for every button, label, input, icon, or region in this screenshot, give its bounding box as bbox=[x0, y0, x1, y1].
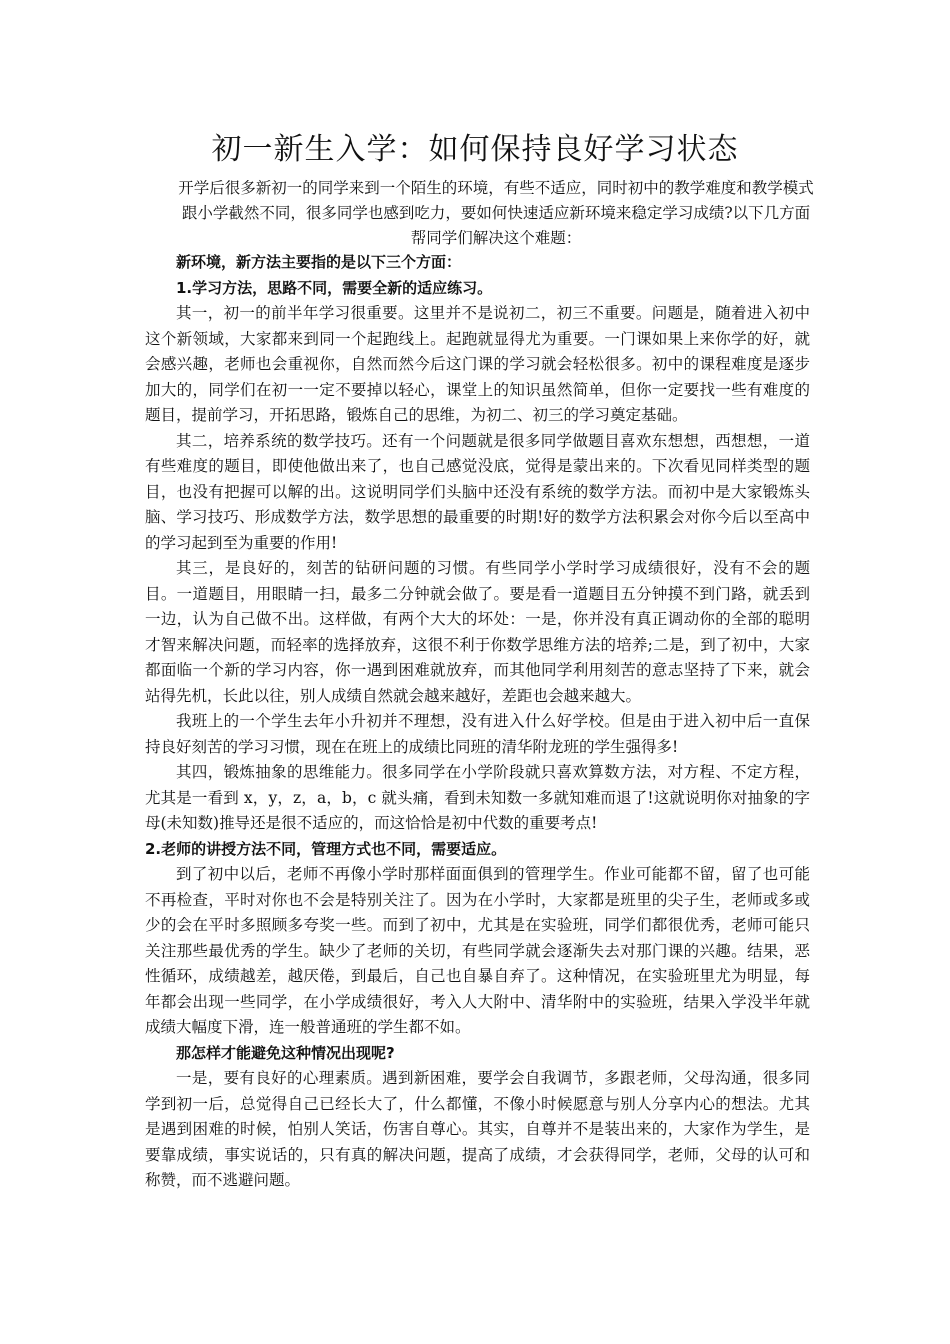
paragraph-answer-1: 一是，要有良好的心理素质。遇到新困难，要学会自我调节，多跟老师，父母沟通，很多同学到初一后，总觉得自己已经长大了，什么都懂，不像小时候愿意与别人分享内心的想法。尤其是遇到困难的时候，怕别人笑话，伤害自尊心。其实，自尊并不是装出来的，大家作为学生，是要靠成绩，事实说话的，只有真的解决问题，提高了成绩，才会获得同学，老师，父母的认可和称赞，而不逃避问题。 bbox=[145, 1069, 810, 1189]
paragraph-point-4: 其四，锻炼抽象的思维能力。很多同学在小学阶段就只喜欢算数方法，对方程、不定方程，尤其是一看到 x，y，z，a，b，c 就头痛，看到未知数一多就知难而退了!这就说明你对抽象的字母(未知数)推导还是很不适应的，而这恰恰是初中代数的重要考点! bbox=[145, 763, 810, 832]
page-title: 初一新生入学：如何保持良好学习状态 bbox=[211, 132, 739, 167]
paragraph-teachers: 到了初中以后，老师不再像小学时那样面面俱到的管理学生。作业可能都不留，留了也可能不再检查，平时对你也不会是特别关注了。因为在小学时，大家都是班里的尖子生，老师或多或少的会在平时多照顾多夸奖一些。而到了初中，尤其是在实验班，同学们都很优秀，老师可能只关注那些最优秀的学生。缺少了老师的关切，有些同学就会逐渐失去对那门课的兴趣。结果，恶性循环，成绩越差，越厌倦，到最后，自己也自暴自弃了。这种情况，在实验班里尤为明显，每年都会出现一些同学，在小学成绩很好，考入人大附中、清华附中的实验班，结果入学没半年就成绩大幅度下滑，连一般普通班的学生都不如。 bbox=[145, 865, 810, 1036]
intro-paragraph: 开学后很多新初一的同学来到一个陌生的环境，有些不适应，同时初中的教学难度和教学模式跟小学截然不同，很多同学也感到吃力，要如何快速适应新环境来稳定学习成绩?以下几方面帮同学们解决这个难题： bbox=[178, 179, 814, 247]
paragraph-example: 我班上的一个学生去年小升初并不理想，没有进入什么好学校。但是由于进入初中后一直保持良好刻苦的学习习惯，现在在班上的成绩比同班的清华附龙班的学生强得多! bbox=[145, 712, 810, 756]
section-heading-2: 2.老师的讲授方法不同，管理方式也不同，需要适应。 bbox=[145, 839, 507, 858]
paragraph-point-2: 其二，培养系统的数学技巧。还有一个问题就是很多同学做题目喜欢东想想，西想想，一道有些难度的题目，即使他做出来了，也自己感觉没底，觉得是蒙出来的。下次看见同样类型的题目，也没有把握可以解的出。这说明同学们头脑中还没有系统的数学方法。而初中是大家锻炼头脑、学习技巧、形成数学方法，数学思想的最重要的时期!好的数学方法积累会对你今后以至高中的学习起到至为重要的作用! bbox=[145, 431, 810, 552]
section-lead: 新环境，新方法主要指的是以下三个方面： bbox=[176, 253, 462, 271]
section-heading-1: 1.学习方法，思路不同，需要全新的适应练习。 bbox=[176, 278, 493, 297]
question-heading: 那怎样才能避免这种情况出现呢? bbox=[176, 1043, 395, 1062]
paragraph-point-3: 其三，是良好的，刻苦的钻研问题的习惯。有些同学小学时学习成绩很好，没有不会的题目。一道题目，用眼睛一扫，最多二分钟就会做了。要是看一道题目五分钟摸不到门路，就丢到一边，认为自己做不出。这样做，有两个大大的坏处：一是，你并没有真正调动你的全部的聪明才智来解决问题，而轻率的选择放弃，这很不利于你数学思维方法的培养;二是，到了初中，大家都面临一个新的学习内容，你一遇到困难就放弃，而其他同学利用刻苦的意志坚持了下来，就会站得先机，长此以往，别人成绩自然就会越来越好，差距也会越来越大。 bbox=[145, 559, 810, 705]
article-body bbox=[145, 250, 810, 1194]
paragraph-point-1: 其一，初一的前半年学习很重要。这里并不是说初二，初三不重要。问题是，随着进入初中这个新领域，大家都来到同一个起跑线上。起跑就显得尤为重要。一门课如果上来你学的好，就会感兴趣，老师也会重视你，自然而然今后这门课的学习就会轻松很多。初中的课程难度是逐步加大的，同学们在初一一定不要掉以轻心，课堂上的知识虽然简单，但你一定要找一些有难度的题目，提前学习，开拓思路，锻炼自己的思维，为初二、初三的学习奠定基础。 bbox=[145, 304, 810, 424]
